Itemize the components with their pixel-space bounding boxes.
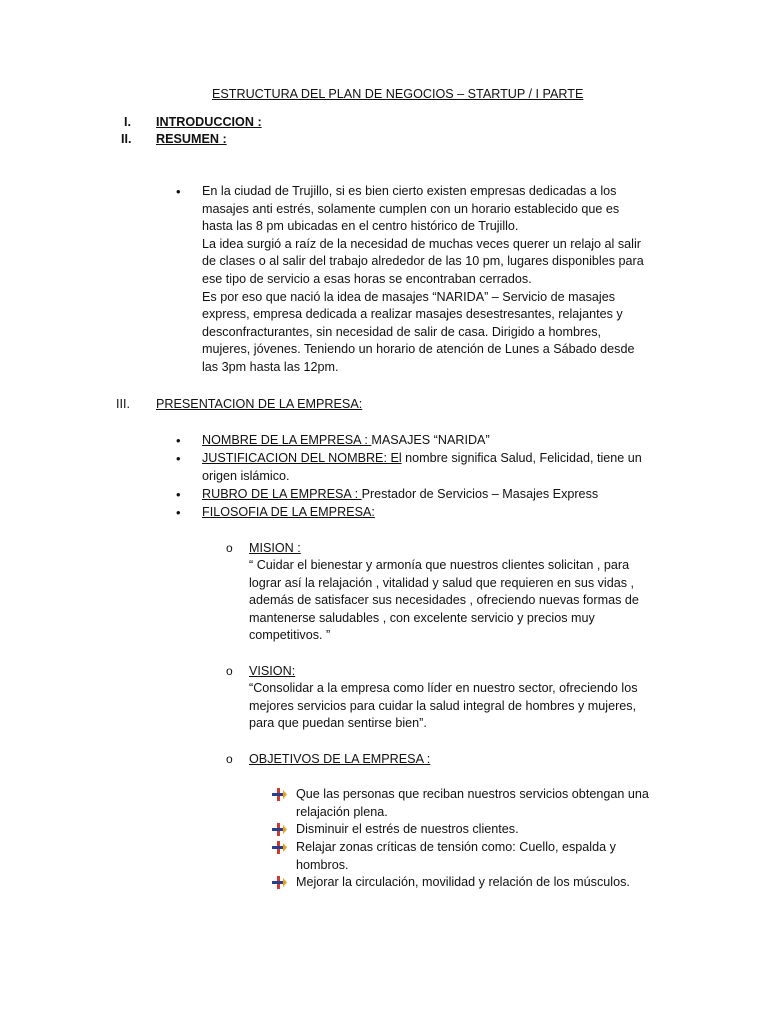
justificacion-line (202, 450, 642, 468)
mision-heading: MISION : (249, 541, 301, 555)
objetivos-marker: o (226, 752, 233, 766)
section-3-heading: PRESENTACION DE LA EMPRESA: (156, 397, 363, 411)
rubro-value: Prestador de Servicios – Masajes Express (361, 487, 599, 501)
mision-text: “ Cuidar el bienestar y armonía que nuestros clientes solicitan , para lograr así la relajación , vitalidad y salud que requieren en sus vidas , además de satisfacer sus necesidades , ofreciendo nuevas formas de mantenerse saludables , con excelente servicio y precios muy competitivos. ” (249, 558, 639, 643)
section-1-heading: INTRODUCCION : (156, 115, 262, 129)
document-title: ESTRUCTURA DEL PLAN DE NEGOCIOS – STARTUP / I PARTE (212, 87, 584, 101)
mision-marker: o (226, 541, 233, 555)
justificacion-bullet: • (176, 451, 181, 466)
resumen-bullet: • (176, 184, 181, 199)
section-3-number: III. (116, 397, 130, 411)
rubro-bullet: • (176, 487, 181, 502)
vision-marker: o (226, 664, 233, 678)
vision-heading: VISION: (249, 664, 296, 678)
section-2-number: II. (121, 132, 132, 146)
arrow-bullet-icon (272, 876, 287, 889)
arrow-bullet-icon (272, 788, 287, 801)
nombre-line (202, 432, 490, 450)
justificacion-value: nombre significa Salud, Felicidad, tiene un (401, 451, 642, 465)
rubro-label: RUBRO DE LA EMPRESA : (202, 487, 362, 501)
objetivos-heading: OBJETIVOS DE LA EMPRESA : (249, 752, 431, 766)
resumen-paragraph: En la ciudad de Trujillo, si es bien cierto existen empresas dedicadas a los masajes anti estrés, solamente cumplen con un horario establecido que es hasta las 8 pm ubicadas en el centro histórico de Trujillo. La idea surgió a raíz de la necesidad de muchas veces querer un relajo al salir de clases o al salir del trabajo alrededor de las 10 pm, lugares disponibles para ese tipo de servicio a esas horas se encontraban cerrados. Es por eso que nació la idea de masajes “NARIDA” – Servicio de masajes express, empresa dedicada a realizar masajes desestresantes, relajantes y desconfracturantes, sin necesidad de salir de casa. Dirigido a hombres, mujeres, jóvenes. Teniendo un horario de atención de Lunes a Sábado desde las 3pm hasta las 12pm. (202, 184, 644, 374)
filosofia-heading: FILOSOFIA DE LA EMPRESA: (202, 505, 375, 519)
section-2-heading: RESUMEN : (156, 132, 227, 146)
objetivo-item-4: Mejorar la circulación, movilidad y relación de los músculos. (296, 875, 630, 889)
nombre-value: MASAJES “NARIDA” (371, 433, 490, 447)
justificacion-line-2: origen islámico. (202, 469, 290, 483)
nombre-bullet: • (176, 433, 181, 448)
arrow-bullet-icon (272, 823, 287, 836)
section-1-number: I. (124, 115, 131, 129)
filosofia-bullet: • (176, 505, 181, 520)
arrow-bullet-icon (272, 841, 287, 854)
justificacion-label: JUSTIFICACION DEL NOMBRE: El (202, 451, 402, 465)
objetivo-item-1: Que las personas que reciban nuestros servicios obtengan una relajación plena. (296, 787, 649, 819)
rubro-line (202, 486, 598, 504)
vision-text: “Consolidar a la empresa como líder en nuestro sector, ofreciendo los mejores servicios para cuidar la salud integral de hombres y mujeres, para que puedan sentirse bien”. (249, 681, 638, 731)
nombre-label: NOMBRE DE LA EMPRESA : (202, 433, 372, 447)
objetivo-item-3: Relajar zonas críticas de tensión como: Cuello, espalda y hombros. (296, 840, 616, 872)
objetivo-item-2: Disminuir el estrés de nuestros clientes. (296, 822, 519, 836)
